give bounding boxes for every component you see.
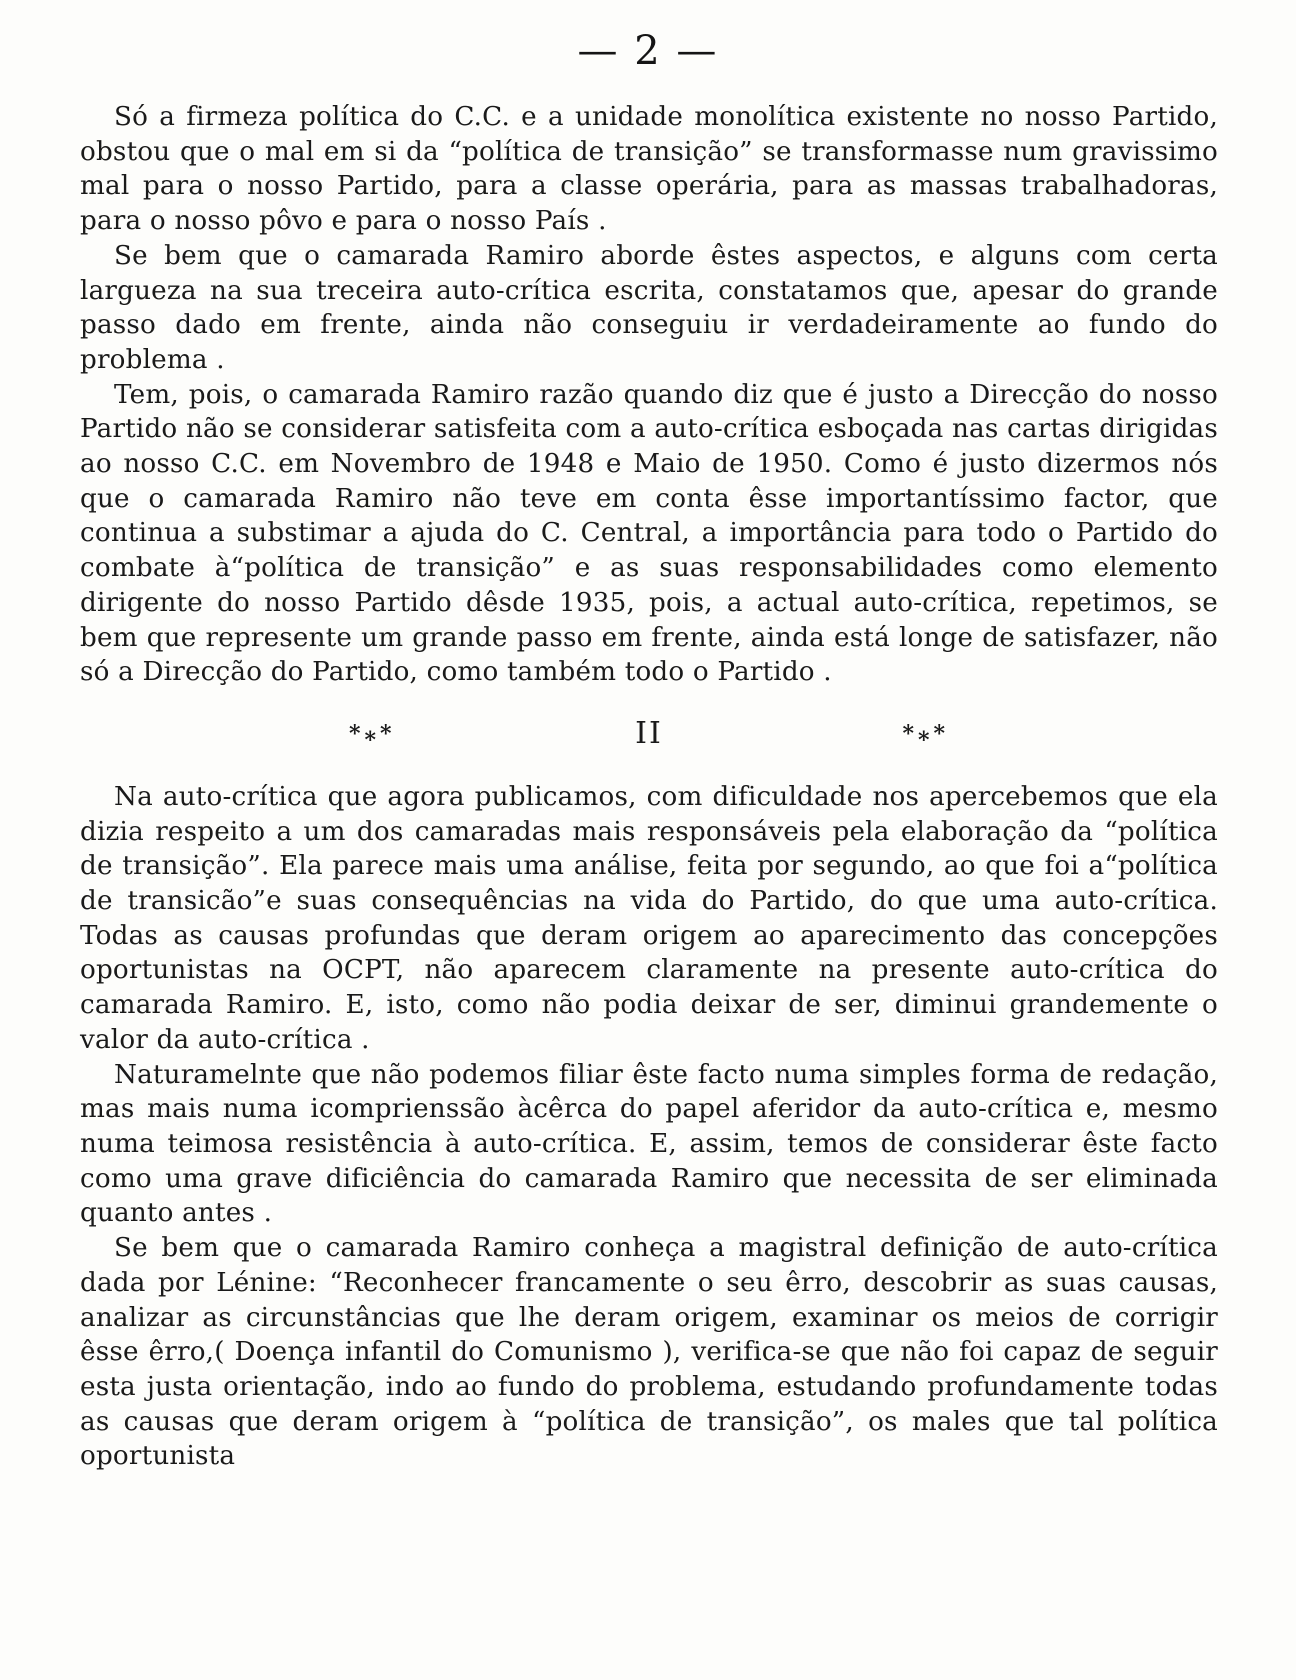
asterism-left: *⁎* (349, 720, 396, 747)
asterism-right: *⁎* (902, 720, 949, 747)
section-heading (349, 712, 949, 756)
section-numeral: II (635, 716, 663, 752)
paragraph-1: Só a firmeza política do C.C. e a unidade monolítica existente no nosso Partido, obstou que o mal em si da “política de transição” se transformasse num gravissimo mal para o nosso Partido, para a classe operária, para as massas trabalhadoras, para o nosso pôvo e para o nosso País . (80, 102, 1218, 237)
paragraph-2: Se bem que o camarada Ramiro aborde êstes aspectos, e alguns com certa largueza na sua treceira auto-crítica escrita, constatamos que, apesar do grande passo dado em frente, ainda não conseguiu ir verdadeiramente ao fundo do problema . (80, 240, 1218, 375)
body-text (80, 100, 1218, 1474)
page-number: — 2 — (577, 28, 719, 74)
paragraph-5: Naturamelnte que não podemos filiar êste facto numa simples forma de redação, mas mais numa icomprienssão àcêrca do papel aferidor da auto-crítica e, mesmo numa teimosa resistência à auto-crítica. E, assim, temos de considerar êste facto como uma grave dificiência do camarada Ramiro que necessita de ser eliminada quanto antes . (80, 1059, 1218, 1229)
paragraph-6: Se bem que o camarada Ramiro conheça a magistral definição de auto-crítica dada por Lénine: “Reconhecer francamente o seu êrro, descobrir as suas causas, analizar as circunstâncias que lhe deram origem, examinar os meios de corrigir êsse êrro,( Doença infantil do Comunismo ), verifica-se que não foi capaz de seguir esta justa orientação, indo ao fundo do problema, estudando profundamente todas as causas que deram origem à “política de transição”, os males que tal política oportunista (80, 1233, 1218, 1472)
paragraph-4: Na auto-crítica que agora publicamos, com dificuldade nos apercebemos que ela dizia respeito a um dos camaradas mais responsáveis pela elaboração da “política de transição”. Ela parece mais uma análise, feita por segundo, ao que foi a“política de transicão”e suas consequências na vida do Partido, do que uma auto-crítica. Todas as causas profundas que deram origem ao aparecimento das concepções oportunistas na OCPT, não aparecem claramente na presente auto-crítica do camarada Ramiro. E, isto, como não podia deixar de ser, diminui grandemente o valor da auto-crítica . (80, 781, 1218, 1055)
paragraph-3: Tem, pois, o camarada Ramiro razão quando diz que é justo a Direcção do nosso Partido não se considerar satisfeita com a auto-crítica esboçada nas cartas dirigidas ao nosso C.C. em Novembro de 1948 e Maio de 1950. Como é justo dizermos nós que o camarada Ramiro não teve em conta êsse importantíssimo factor, que continua a substimar a ajuda do C. Central, a importância para todo o Partido do combate à“política de transição” e as suas responsabilidades como elemento dirigente do nosso Partido dêsde 1935, pois, a actual auto-crítica, repetimos, se bem que represente um grande passo em frente, ainda está longe de satisfazer, não só a Direcção do Partido, como também todo o Partido . (80, 379, 1218, 688)
